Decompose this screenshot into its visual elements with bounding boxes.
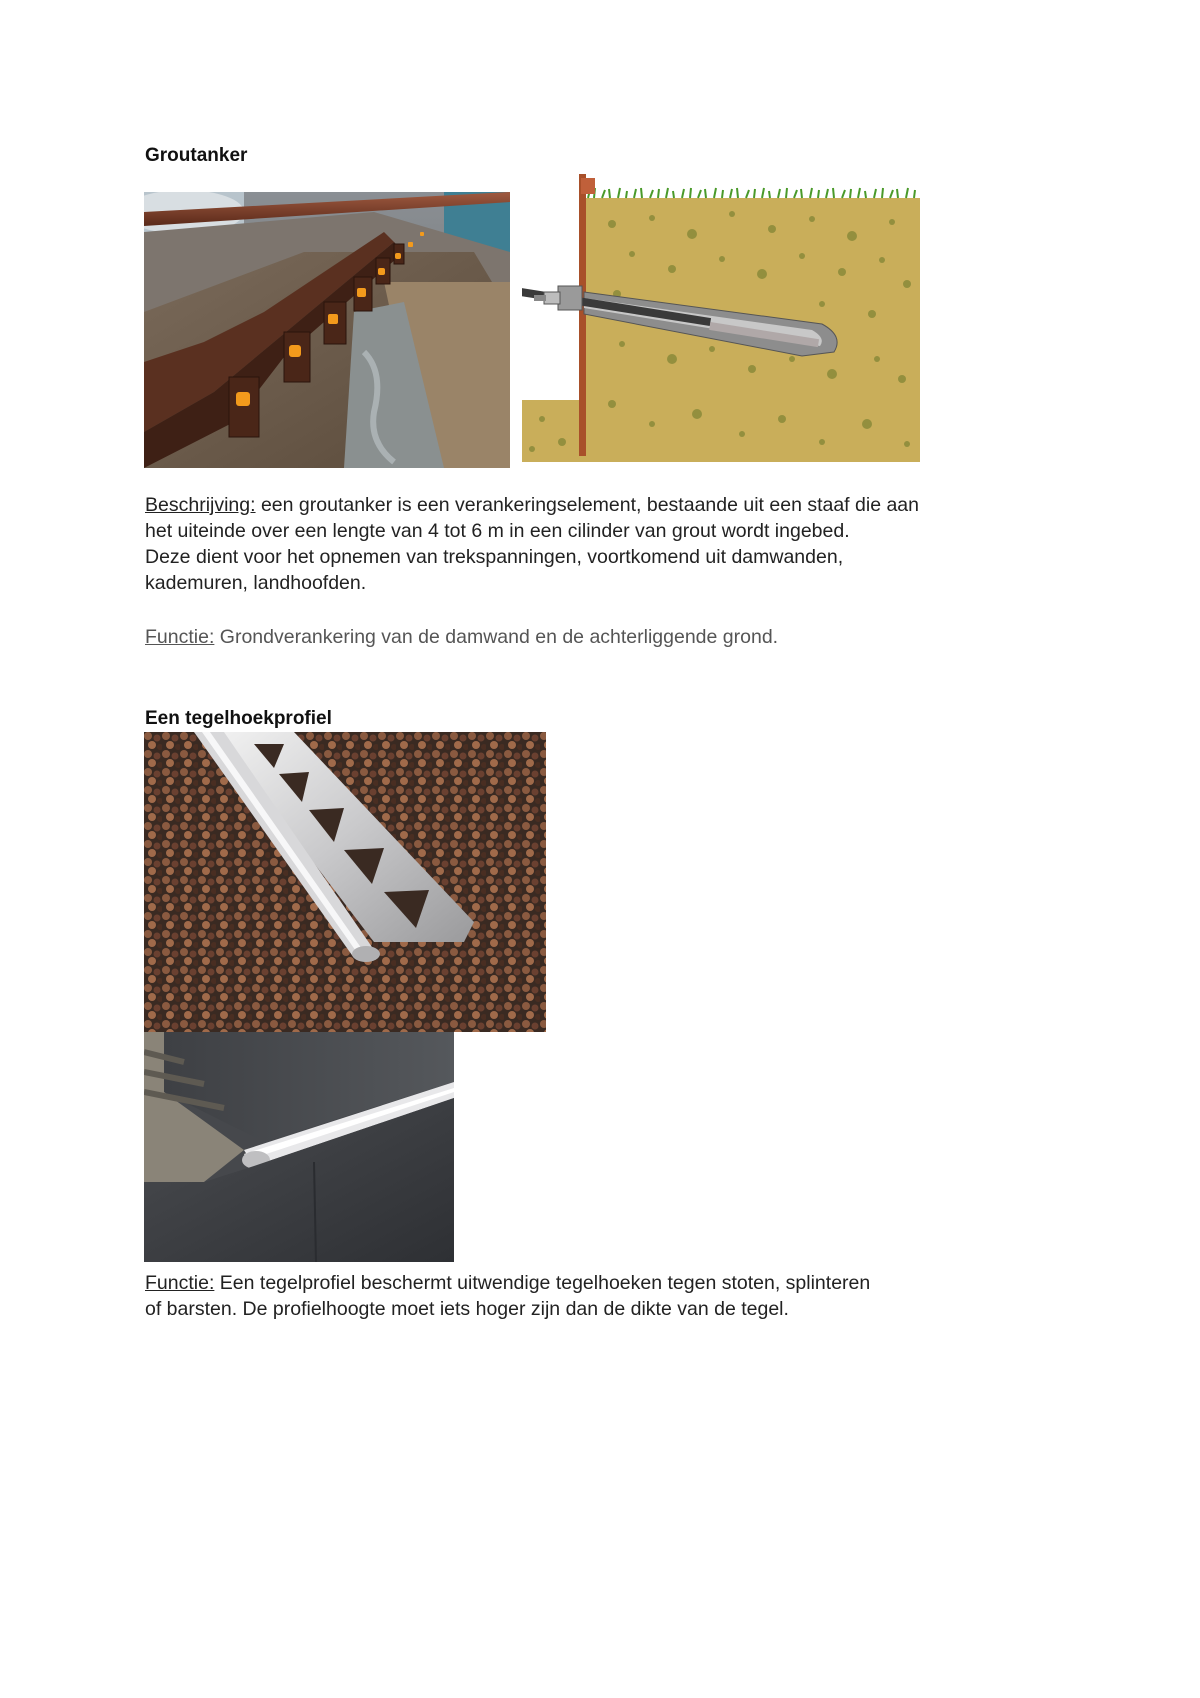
ground-anchor-diagram: [522, 174, 920, 462]
function-line-1: Een tegelprofiel beschermt uitwendige tegelhoeken tegen stoten, splinteren: [214, 1272, 871, 1294]
section-title-groutanker: Groutanker: [145, 145, 248, 166]
function-line-2: of barsten. De profielhoogte moet iets hoger zijn dan de dikte van de tegel.: [145, 1298, 789, 1320]
function-label: Functie:: [145, 626, 215, 648]
description-line-2: het uiteinde over een lengte van 4 tot 6 m in een cilinder van grout wordt ingebed.: [145, 520, 850, 542]
description-line-4: kademuren, landhoofden.: [145, 572, 367, 594]
description-line-1: een groutanker is een verankeringselement, bestaande uit een staaf die aan: [255, 494, 919, 516]
description-label: Beschrijving:: [145, 494, 256, 516]
description-line-3: Deze dient voor het opnemen van trekspanningen, voortkomend uit damwanden,: [145, 546, 844, 568]
groutanker-description: [145, 492, 919, 596]
tegelhoekprofiel-function: [145, 1270, 870, 1322]
aluminium-tile-edge-profile-photo: [144, 732, 546, 1032]
function-text: Grondverankering van de damwand en de achterliggende grond.: [214, 626, 779, 648]
groutanker-function: [145, 624, 778, 650]
function-label-2: Functie:: [145, 1272, 215, 1294]
sheet-pile-wall-photo: [144, 192, 510, 468]
section-title-tegelhoekprofiel: Een tegelhoekprofiel: [145, 708, 332, 729]
tile-corner-profile-installed-photo: [144, 1032, 454, 1262]
